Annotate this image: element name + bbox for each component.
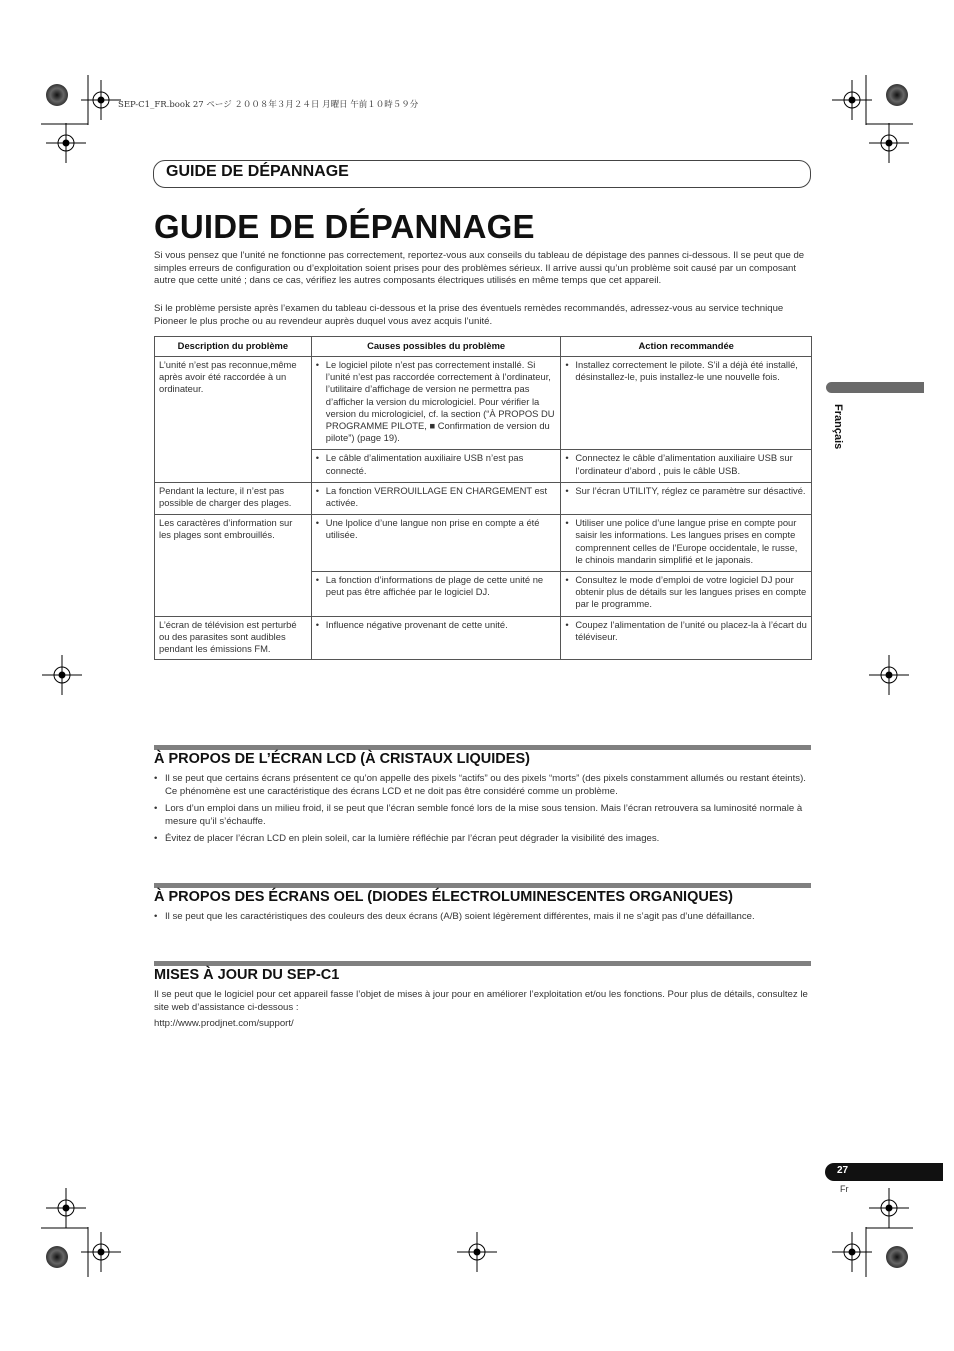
cause-cell: • La fonction VERROUILLAGE EN CHARGEMENT est activée. (311, 482, 561, 514)
action-cell: • Installez correctement le pilote. S’il a déjà été installé, désinstallez-le, puis installez-le une nouvelle fois. (561, 357, 812, 450)
action-text: Consultez le mode d’emploi de votre logiciel DJ pour obtenir plus de détails sur les langues prises en compte par le programme. (575, 574, 807, 610)
cause-text: Influence négative provenant de cette unité. (325, 618, 508, 630)
header-cause: Causes possibles du problème (311, 337, 561, 357)
action-cell: • Utiliser une police d’une langue prise en compte pour saisir les informations. Les langues prises en compte comprennent celles de l’Europe occidentale, le russe, le chinois mandarin simplifié et le japonais. (561, 515, 812, 572)
updates-text: Il se peut que le logiciel pour cet appareil fasse l’objet de mises à jour pour en améliorer l’exploitation et/ou les fonctions. Pour plus de détails, consultez le site web d’assistance ci-dessous : (154, 989, 808, 1013)
oel-list (154, 911, 810, 929)
list-item-text: Il se peut que les caractéristiques des couleurs des deux écrans (A/B) soient légèrement différentes, mais il ne s’agit pas d’une défaillance. (165, 911, 755, 922)
oel-section-title: À PROPOS DES ÉCRANS OEL (DIODES ÉLECTROLUMINESCENTES ORGANIQUES) (154, 889, 733, 905)
action-text: Installez correctement le pilote. S’il a déjà été installé, désinstallez-le, puis installez-le une nouvelle fois. (575, 359, 798, 383)
cause-cell: • Une lpolice d’une langue non prise en compte a été utilisée. (311, 515, 561, 572)
list-item-text: Lors d’un emploi dans un milieu froid, il se peut que l’écran semble foncé lors de la mise sous tension. Mais l’écran retrouvera sa luminosité normale à mesure qu’il s’échauffe. (165, 803, 803, 827)
section-header-title: GUIDE DE DÉPANNAGE (166, 163, 349, 180)
problem-cell: Les caractères d’information sur les plages sont embrouillés. (155, 515, 312, 616)
lcd-section-rule (154, 745, 811, 750)
problem-cell: L’unité n’est pas reconnue,même après avoir été raccordée à un ordinateur. (155, 357, 312, 483)
troubleshooting-table (154, 336, 812, 660)
action-text: Connectez le câble d’alimentation auxiliaire USB sur l’ordinateur d’abord , puis le câble USB. (575, 452, 793, 476)
action-cell: • Connectez le câble d’alimentation auxiliaire USB sur l’ordinateur d’abord , puis le câble USB. (561, 450, 812, 482)
table-row (155, 357, 812, 450)
problem-cell: L’écran de télévision est perturbé ou des parasites sont audibles pendant les émissions FM. (155, 616, 312, 660)
page-number: 27 (837, 1165, 849, 1176)
language-tab-bar (826, 382, 924, 393)
cause-cell: • La fonction d’informations de plage de cette unité ne peut pas être affichée par le logiciel DJ. (311, 572, 561, 617)
support-url-link[interactable]: http://www.prodjnet.com/support/ (154, 1018, 294, 1029)
updates-section-title: MISES À JOUR DU SEP-C1 (154, 967, 340, 983)
list-item: • Lors d’un emploi dans un milieu froid, il se peut que l’écran semble foncé lors de la mise sous tension. Mais l’écran retrouvera sa luminosité normale à mesure qu’il s’échauffe. (154, 803, 810, 828)
cause-text: Le logiciel pilote n’est pas correctement installé. Si l’unité n’est pas raccordée correctement à l’ordinateur, l’utilitaire d’affichage de version ne permettra pas d’afficher la version du micrologiciel. Pour vérifier la version du micrologiciel, cf. la section (“À PROPOS DU PROGRAMME PILOTE, ■ Confirmation de version du pilote”) (page 19). (325, 359, 555, 444)
print-job-line: SEP-C1_FR.book 27 ページ ２００８年３月２４日 月曜日 午前１０時５９分 (118, 100, 419, 110)
table-row (155, 515, 812, 572)
list-item: • Évitez de placer l’écran LCD en plein soleil, car la lumière réfléchie par l’écran peut dégrader la visibilité des images. (154, 833, 810, 846)
list-item: • Il se peut que les caractéristiques des couleurs des deux écrans (A/B) soient légèrement différentes, mais il ne s’agit pas d’une défaillance. (154, 911, 810, 924)
header-problem: Description du problème (155, 337, 312, 357)
action-text: Sur l’écran UTILITY, réglez ce paramètre sur désactivé. (575, 484, 806, 496)
table-header-row (155, 337, 812, 357)
oel-section-rule (154, 883, 811, 888)
cause-cell: • Le câble d’alimentation auxiliaire USB n’est pas connecté. (311, 450, 561, 482)
cause-text: La fonction d’informations de plage de cette unité ne peut pas être affichée par le logiciel DJ. (325, 574, 544, 598)
action-cell: • Sur l’écran UTILITY, réglez ce paramètre sur désactivé. (561, 482, 812, 514)
action-text: Utiliser une police d’une langue prise en compte pour saisir les informations. Les langues prises en compte comprennent celles de l’Europe occidentale, le russe, le chinois mandarin simplifié et le japonais. (575, 517, 798, 565)
updates-section-rule (154, 961, 811, 966)
table-row (155, 482, 812, 514)
cause-cell: • Influence négative provenant de cette unité. (311, 616, 561, 660)
list-item-text: Évitez de placer l’écran LCD en plein soleil, car la lumière réfléchie par l’écran peut dégrader la visibilité des images. (165, 833, 660, 845)
intro-paragraph-1: Si vous pensez que l’unité ne fonctionne pas correctement, reportez-vous aux conseils du tableau de dépistage des pannes ci-dessous. Il se peut que de simples erreurs de configuration ou d’exploitation soient prises pour des problèmes sérieux. Il arrive aussi qu’un problème soit causé par un composant autre que cette unité ; dans ce cas, vérifiez les autres composants électriques utilisés en même temps que cet appareil. (154, 250, 805, 287)
list-item: • Il se peut que certains écrans présentent ce qu’on appelle des pixels “actifs” ou des pixels “morts” (des pixels constamment allumés ou restant éteints). Ce phénomène est une caractéristique des écrans LCD et ne doit pas être considéré comme un problème. (154, 773, 810, 798)
page-title: GUIDE DE DÉPANNAGE (154, 208, 535, 245)
cause-text: Une lpolice d’une langue non prise en compte a été utilisée. (325, 517, 540, 541)
problem-cell: Pendant la lecture, il n’est pas possible de charger des plages. (155, 482, 312, 514)
action-cell: • Consultez le mode d’emploi de votre logiciel DJ pour obtenir plus de détails sur les langues prises en compte par le programme. (561, 572, 812, 617)
lcd-section-title: À PROPOS DE L’ÉCRAN LCD (À CRISTAUX LIQUIDES) (154, 751, 530, 767)
language-tab-label: Français (832, 404, 844, 450)
action-text: Coupez l’alimentation de l’unité ou placez-la à l’écart du téléviseur. (575, 618, 807, 642)
cause-cell: • Le logiciel pilote n’est pas correctement installé. Si l’unité n’est pas raccordée correctement à l’ordinateur, l’utilitaire d’affichage de version ne permettra pas d’afficher la version du micrologiciel. Pour vérifier la version du micrologiciel, cf. la section (“À PROPOS DU PROGRAMME PILOTE, ■ Confirmation de version du pilote”) (page 19). (311, 357, 561, 450)
list-item-text: Il se peut que certains écrans présentent ce qu’on appelle des pixels “actifs” ou des pixels “morts” (des pixels constamment allumés ou restant éteints). Ce phénomène est une caractéristique des écrans LCD et ne doit pas être considéré comme un problème. (165, 773, 806, 797)
table-row (155, 616, 812, 660)
intro-paragraph-2: Si le problème persiste après l’examen du tableau ci-dessous et la prise des éventuels remèdes recommandés, adressez-vous au service technique Pioneer le plus proche ou au revendeur auprès duquel vous avez acquis l’unité. (154, 303, 784, 327)
cause-text: La fonction VERROUILLAGE EN CHARGEMENT est activée. (325, 484, 548, 509)
action-cell: • Coupez l’alimentation de l’unité ou placez-la à l’écart du téléviseur. (561, 616, 812, 660)
header-action: Action recommandée (561, 337, 812, 357)
lcd-list (154, 773, 810, 851)
page-language-code: Fr (840, 1184, 849, 1194)
cause-text: Le câble d’alimentation auxiliaire USB n’est pas connecté. (325, 452, 524, 476)
